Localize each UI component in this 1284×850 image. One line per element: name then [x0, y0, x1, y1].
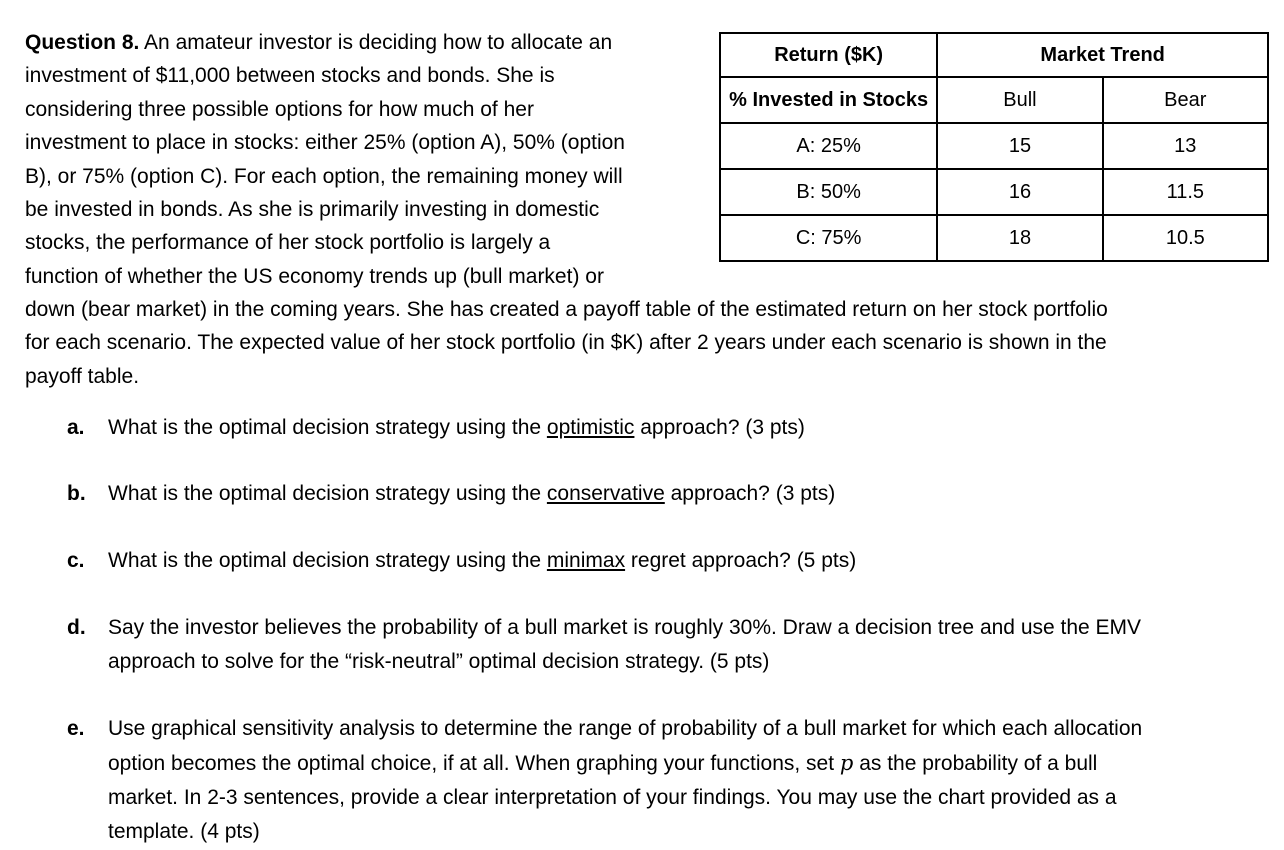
part-e-line-4: template. (4 pts): [108, 820, 260, 843]
question-stem-line-4: investment to place in stocks: either 25% (option A), 50% (option: [25, 131, 625, 154]
payoff-table: [719, 32, 1269, 262]
table-subheader-row: [720, 77, 1268, 123]
part-d-text: [108, 611, 1277, 679]
question-text: An amateur investor is deciding how to allocate an: [144, 31, 613, 54]
column-header-bear: Bear: [1103, 77, 1268, 123]
column-header-bull: Bull: [937, 77, 1102, 123]
bull-value: 18: [937, 215, 1102, 261]
question-stem-line-5: B), or 75% (option C). For each option, the remaining money will: [25, 165, 623, 188]
question-label: Question 8.: [25, 31, 140, 54]
question-stem-line-2: investment of $11,000 between stocks and bonds. She is: [25, 64, 555, 87]
question-stem-line-1: [25, 31, 612, 55]
question-stem-line-11: payoff table.: [25, 365, 140, 388]
table-row: [720, 169, 1268, 215]
part-a-keyword: optimistic: [546, 416, 635, 439]
table-row: [720, 215, 1268, 261]
table-header-row: [720, 33, 1268, 77]
part-e-line-2-suffix: as the probability of a bull: [853, 752, 1098, 775]
row-header-label: % Invested in Stocks: [720, 77, 937, 123]
question-stem-line-6: be invested in bonds. As she is primarily investing in domestic: [25, 198, 600, 221]
question-stem-line-10: for each scenario. The expected value of her stock portfolio (in $K) after 2 years under each scenario is shown in the: [25, 331, 1107, 354]
part-a: [67, 411, 1277, 445]
corner-header: Return ($K): [720, 33, 937, 77]
part-a-suffix: approach? (3 pts): [634, 416, 805, 439]
bear-value: 11.5: [1103, 169, 1268, 215]
part-c-suffix: regret approach? (5 pts): [625, 549, 857, 572]
part-d-line-2: approach to solve for the “risk-neutral” optimal decision strategy. (5 pts): [108, 650, 770, 673]
bear-value: 13: [1103, 123, 1268, 169]
part-e-letter: e.: [67, 717, 85, 740]
part-a-prefix: What is the optimal decision strategy using the: [108, 416, 547, 439]
part-c-prefix: What is the optimal decision strategy using the: [108, 549, 547, 572]
part-e-line-2-prefix: option becomes the optimal choice, if at all. When graphing your functions, set: [108, 752, 840, 775]
question-stem-line-8: function of whether the US economy trends up (bull market) or: [25, 265, 604, 288]
part-e-line-2: [108, 746, 1277, 781]
bull-value: 15: [937, 123, 1102, 169]
part-d-letter: d.: [67, 616, 86, 639]
part-e: [67, 712, 1277, 849]
bull-value: 16: [937, 169, 1102, 215]
part-e-text: [108, 712, 1277, 849]
market-trend-header: Market Trend: [937, 33, 1268, 77]
part-e-line-1: Use graphical sensitivity analysis to determine the range of probability of a bull market for which each allocation: [108, 717, 1143, 740]
part-b: [67, 477, 1277, 511]
part-d-line-1: Say the investor believes the probability of a bull market is roughly 30%. Draw a decision tree and use the EMV: [108, 616, 1142, 639]
part-c-keyword: minimax: [546, 549, 626, 572]
question-stem-line-7: stocks, the performance of her stock portfolio is largely a: [25, 231, 551, 254]
part-c: [67, 544, 1277, 578]
part-b-keyword: conservative: [546, 482, 665, 505]
option-label: B: 50%: [720, 169, 937, 215]
bear-value: 10.5: [1103, 215, 1268, 261]
question-stem-line-9: down (bear market) in the coming years. She has created a payoff table of the estimated return on her stock portfolio: [25, 298, 1108, 321]
probability-variable: p: [839, 751, 854, 775]
part-b-letter: b.: [67, 482, 86, 505]
part-b-text: [108, 477, 1277, 511]
part-d: [67, 611, 1277, 679]
part-b-prefix: What is the optimal decision strategy using the: [108, 482, 547, 505]
option-label: C: 75%: [720, 215, 937, 261]
table-row: [720, 123, 1268, 169]
part-c-text: [108, 544, 1277, 578]
part-a-text: [108, 411, 1277, 445]
part-e-line-3: market. In 2-3 sentences, provide a clear interpretation of your findings. You may use the chart provided as a: [108, 786, 1117, 809]
part-a-letter: a.: [67, 416, 85, 439]
option-label: A: 25%: [720, 123, 937, 169]
part-b-suffix: approach? (3 pts): [664, 482, 836, 505]
question-stem-line-3: considering three possible options for how much of her: [25, 98, 534, 121]
part-c-letter: c.: [67, 549, 85, 572]
